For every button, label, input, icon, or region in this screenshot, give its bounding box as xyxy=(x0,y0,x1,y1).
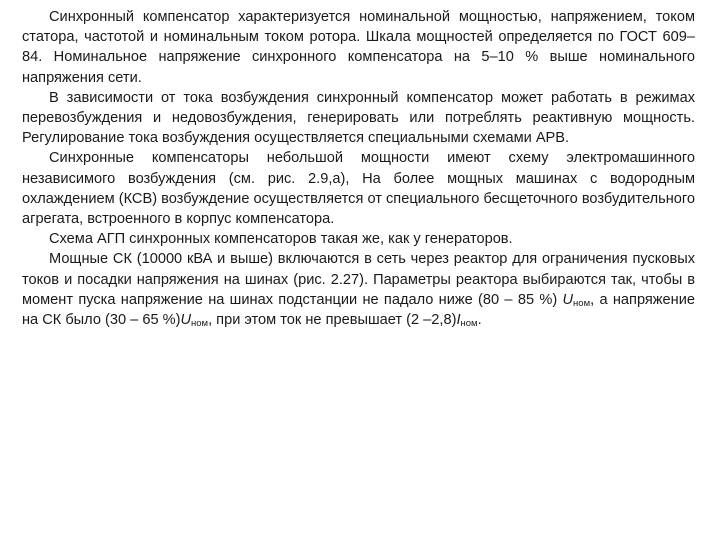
paragraph-1: Синхронный компенсатор характеризуется номинальной мощностью, напряжением, током статора, частотой и номинальным током ротора. Шкала мощностей определяется по ГОСТ 609–84. Номинальное напряжение синхронного компенсатора на 5–10 % выше номинального напряжения сети. xyxy=(22,9,695,86)
paragraph-3: Синхронные компенсаторы небольшой мощности имеют схему электромашинного независимого возбуждения (см. рис. 2.9,а), На более мощных машинах с водородным охлаждением (КСВ) возбуждение осуществляется от специального бесщеточного возбудительного агрегата, встроенного в корпус компенсатора. xyxy=(22,150,695,228)
subscript-nom-1: ном xyxy=(573,297,591,309)
text-body xyxy=(22,7,695,330)
paragraph-2: В зависимости от тока возбуждения синхронный компенсатор может работать в режимах перевозбуждения и недовозбуждения, генерировать или потреблять реактивную мощность. Регулирование тока возбуждения осуществляется специальными схемами АРВ. xyxy=(22,89,695,147)
symbol-u-nominal-2: U xyxy=(180,312,192,329)
paragraph-5-text-a: Мощные СК (10000 кВА и выше) включаются в сеть через реактор для ограничения пусковых токов и посадки напряжения на шинах (рис. 2.27). Параметры реактора выбираются так, чтобы в момент пуска напряжение на шинах подстанции не падало ниже (80 – 85 %) xyxy=(22,251,695,308)
paragraph-5-end: . xyxy=(477,312,482,329)
subscript-nom-3: ном xyxy=(460,318,478,330)
paragraph-5 xyxy=(22,249,695,330)
paragraph-5-text-b: , а напряжение на СК было (30 – 65 %) xyxy=(22,291,696,329)
symbol-u-nominal-1: U xyxy=(562,291,574,308)
subscript-nom-2: ном xyxy=(191,318,209,330)
symbol-i-nominal: I xyxy=(456,312,461,329)
paragraph-5-text-c: , при этом ток не превышает (2 –2,8) xyxy=(208,312,457,329)
paragraph-4: Схема АГП синхронных компенсаторов такая же, как у генераторов. xyxy=(49,231,513,248)
